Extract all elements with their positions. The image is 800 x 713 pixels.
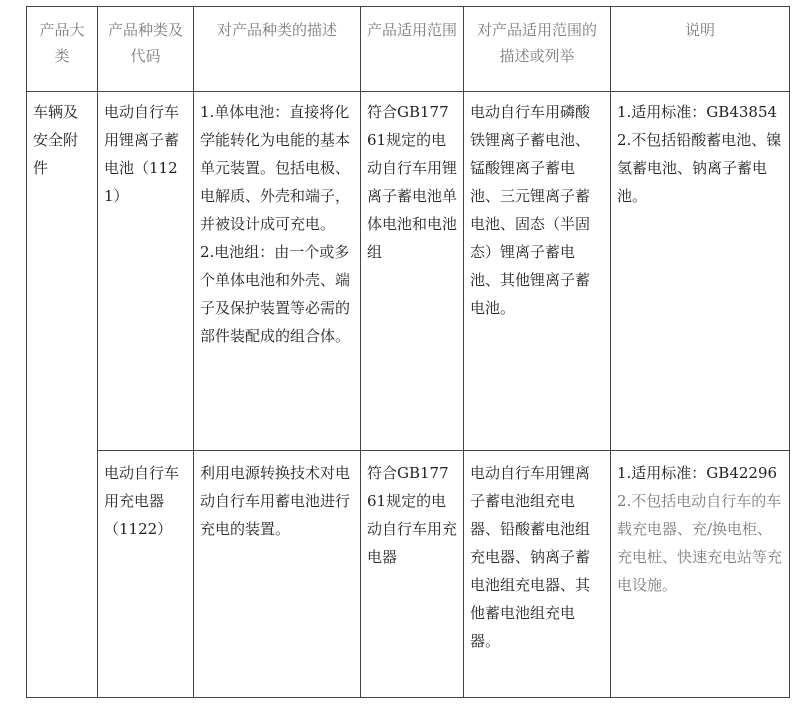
notes-paragraph: 1.适用标准：GB42296 [617,464,778,482]
header-type-code: 产品种类及代码 [98,7,194,92]
notes-paragraph: 1.适用标准：GB43854 [617,103,778,121]
header-scope-desc: 对产品适用范围的描述或列举 [464,7,611,92]
header-category: 产品大类 [27,7,98,92]
notes-cell [611,92,790,451]
type-desc-paragraph: 2.电池组：由一个或多个单体电池和外壳、端子及保护装置等必需的部件装配成的组合体。 [200,243,351,345]
table-row [27,92,790,451]
header-notes: 说明 [611,7,790,92]
type-desc-paragraph: 利用电源转换技术对电动自行车用蓄电池进行充电的装置。 [200,464,351,538]
type-desc-cell [194,451,361,698]
notes-cell [611,451,790,698]
type-desc-cell [194,92,361,451]
scope-desc-cell: 电动自行车用磷酸铁锂离子蓄电池、锰酸锂离子蓄电池、三元锂离子蓄电池、固态（半固态）锂离子蓄电池、其他锂离子蓄电池。 [464,92,611,451]
scope-desc-cell: 电动自行车用锂离子蓄电池组充电器、铅酸蓄电池组充电器、钠离子蓄电池组充电器、其他蓄电池组充电器。 [464,451,611,698]
header-type-desc: 对产品种类的描述 [194,7,361,92]
notes-paragraph: 2.不包括铅酸蓄电池、镍氢蓄电池、钠离子蓄电池。 [617,131,782,205]
category-cell: 车辆及安全附件 [27,92,98,698]
scope-cell: 符合GB17761规定的电动自行车用充电器 [361,451,464,698]
scope-cell: 符合GB17761规定的电动自行车用锂离子蓄电池单体电池和电池组 [361,92,464,451]
type-desc-paragraph: 1.单体电池：直接将化学能转化为电能的基本单元装置。包括电极、电解质、外壳和端子，并被设计成可充电。 [200,103,351,233]
product-catalog-table [26,6,790,698]
header-scope: 产品适用范围 [361,7,464,92]
type-code-cell: 电动自行车用充电器（1122） [98,451,194,698]
table-row [27,451,790,698]
table-header-row [27,7,790,92]
notes-paragraph: 2.不包括电动自行车的车载充电器、充/换电柜、充电桩、快速充电站等充电设施。 [617,492,783,594]
type-code-cell: 电动自行车用锂离子蓄电池（1121） [98,92,194,451]
